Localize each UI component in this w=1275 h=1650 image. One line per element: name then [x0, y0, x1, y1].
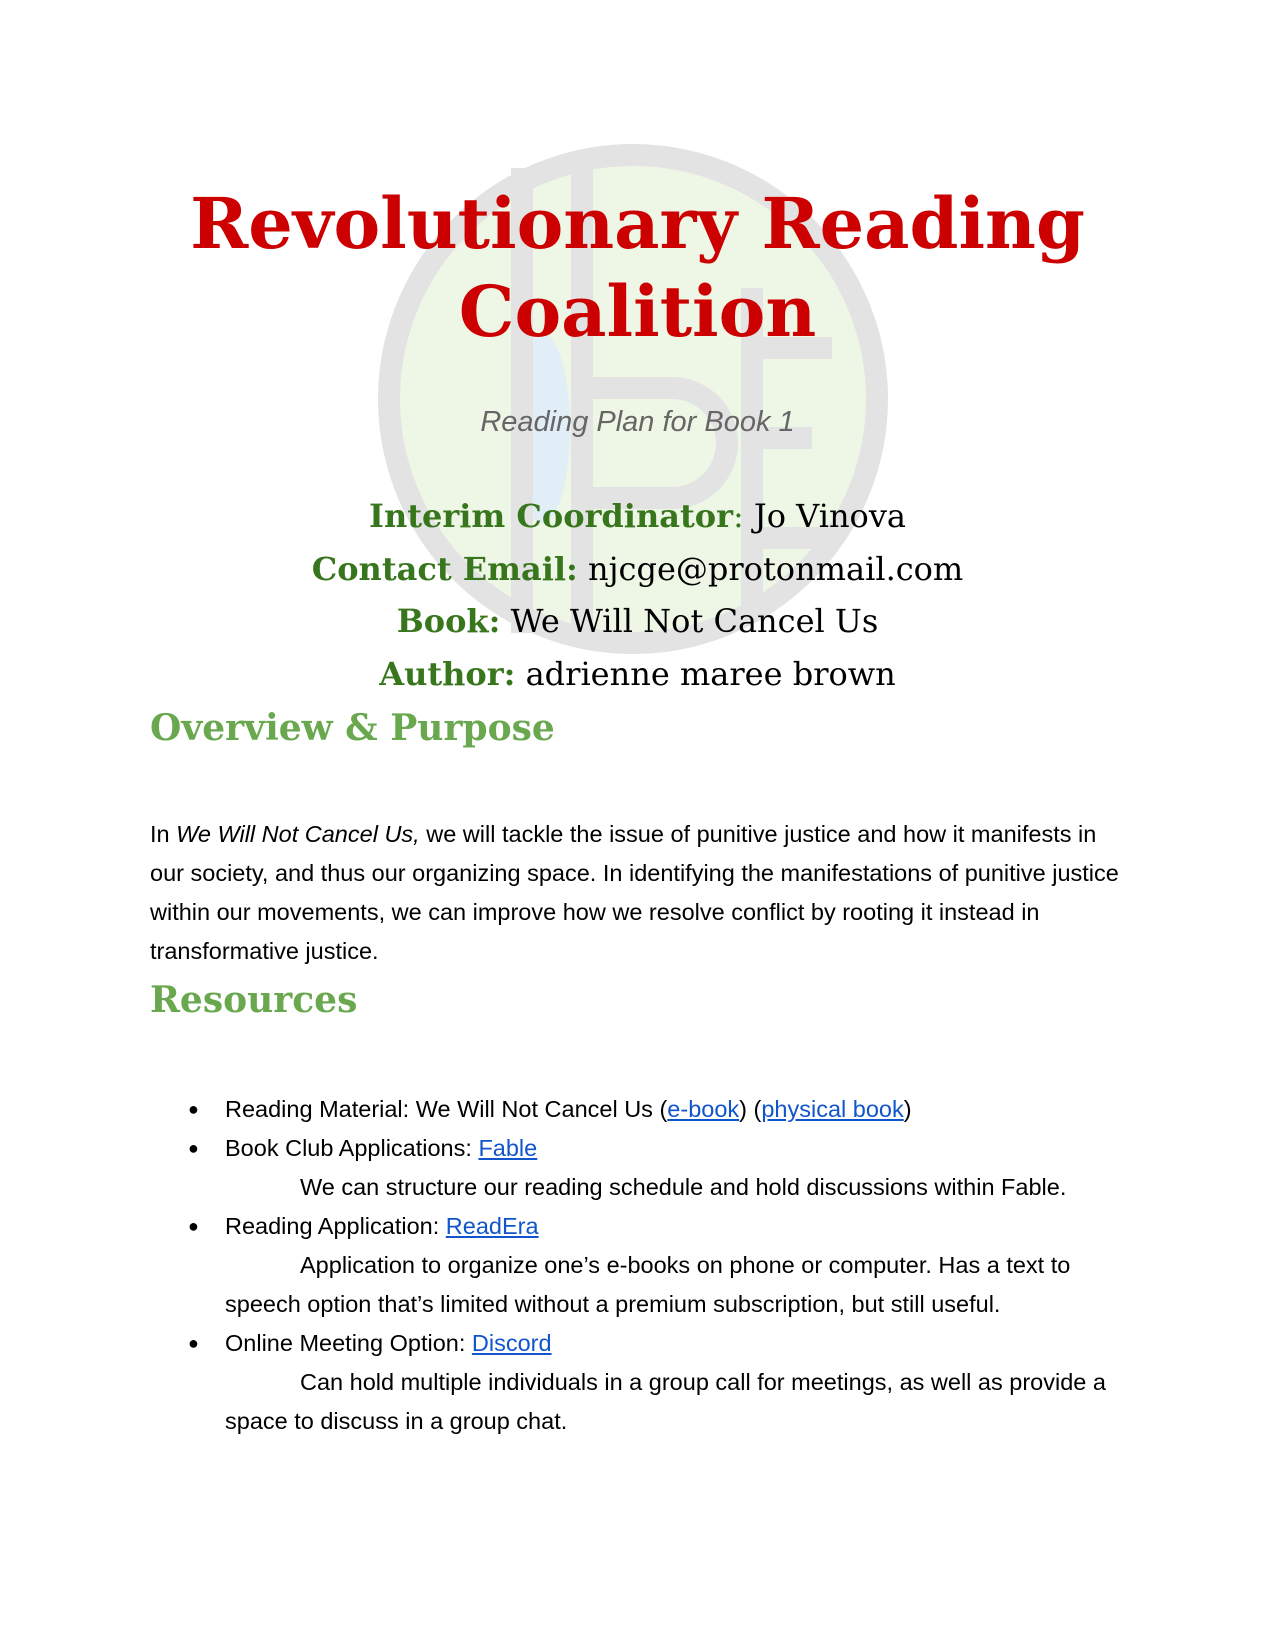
author-line	[150, 648, 1125, 701]
metadata-block	[150, 490, 1125, 700]
overview-prefix: In	[150, 821, 177, 847]
ebook-link[interactable]: e-book	[667, 1096, 740, 1122]
book-label: Book:	[396, 602, 501, 640]
document-title: Revolutionary Reading Coalition	[190, 182, 1085, 353]
resource-end: )	[903, 1096, 912, 1122]
resources-heading: Resources	[150, 979, 358, 1021]
book-line	[150, 595, 1125, 648]
overview-book-title: We Will Not Cancel Us,	[176, 821, 420, 847]
list-item	[150, 1129, 1135, 1207]
overview-paragraph	[150, 815, 1135, 971]
fable-link[interactable]: Fable	[478, 1135, 538, 1161]
author-label: Author:	[379, 654, 516, 693]
bullet-icon: ●	[188, 1333, 199, 1353]
resource-separator: ) (	[739, 1096, 762, 1122]
author-value: adrienne maree brown	[515, 654, 896, 693]
resource-description: Can hold multiple individuals in a group call for meetings, as well as provide a space to discuss in a group chat.	[225, 1369, 1106, 1434]
book-value: We Will Not Cancel Us	[500, 602, 879, 640]
resources-list	[150, 1090, 1135, 1441]
discord-link[interactable]: Discord	[471, 1330, 552, 1356]
resource-label: Reading Material: We Will Not Cancel Us (	[225, 1096, 668, 1122]
readera-link[interactable]: ReadEra	[445, 1213, 539, 1239]
physical-book-link[interactable]: physical book	[761, 1096, 904, 1122]
list-item	[150, 1090, 1135, 1129]
coordinator-line	[150, 490, 1125, 543]
document-subtitle: Reading Plan for Book 1	[480, 406, 795, 438]
coordinator-separator: :	[732, 497, 754, 535]
overview-body: we will tackle the issue of punitive justice and how it manifests in our society, and thus our organizing space. In identifying the manifestations of punitive justice within our movements, we can improve how we resolve conflict by rooting it instead in transformative justice.	[150, 821, 1119, 964]
email-value: njcge@protonmail.com	[577, 549, 964, 588]
resource-label: Reading Application:	[225, 1213, 446, 1239]
coordinator-label: Interim Coordinator	[369, 497, 733, 535]
coordinator-value: Jo Vinova	[753, 497, 906, 535]
resource-label: Book Club Applications:	[225, 1135, 479, 1161]
email-label: Contact Email:	[311, 549, 578, 588]
overview-heading: Overview & Purpose	[150, 707, 555, 749]
resource-description: Application to organize one’s e-books on phone or computer. Has a text to speech option that’s limited without a premium subscription, but still useful.	[225, 1252, 1071, 1317]
email-line	[150, 543, 1125, 596]
list-item	[150, 1207, 1135, 1324]
resource-label: Online Meeting Option:	[225, 1330, 472, 1356]
list-item	[150, 1324, 1135, 1441]
bullet-icon: ●	[188, 1138, 199, 1158]
resource-description: We can structure our reading schedule and hold discussions within Fable.	[300, 1174, 1067, 1200]
bullet-icon: ●	[188, 1216, 199, 1236]
bullet-icon: ●	[188, 1099, 199, 1119]
